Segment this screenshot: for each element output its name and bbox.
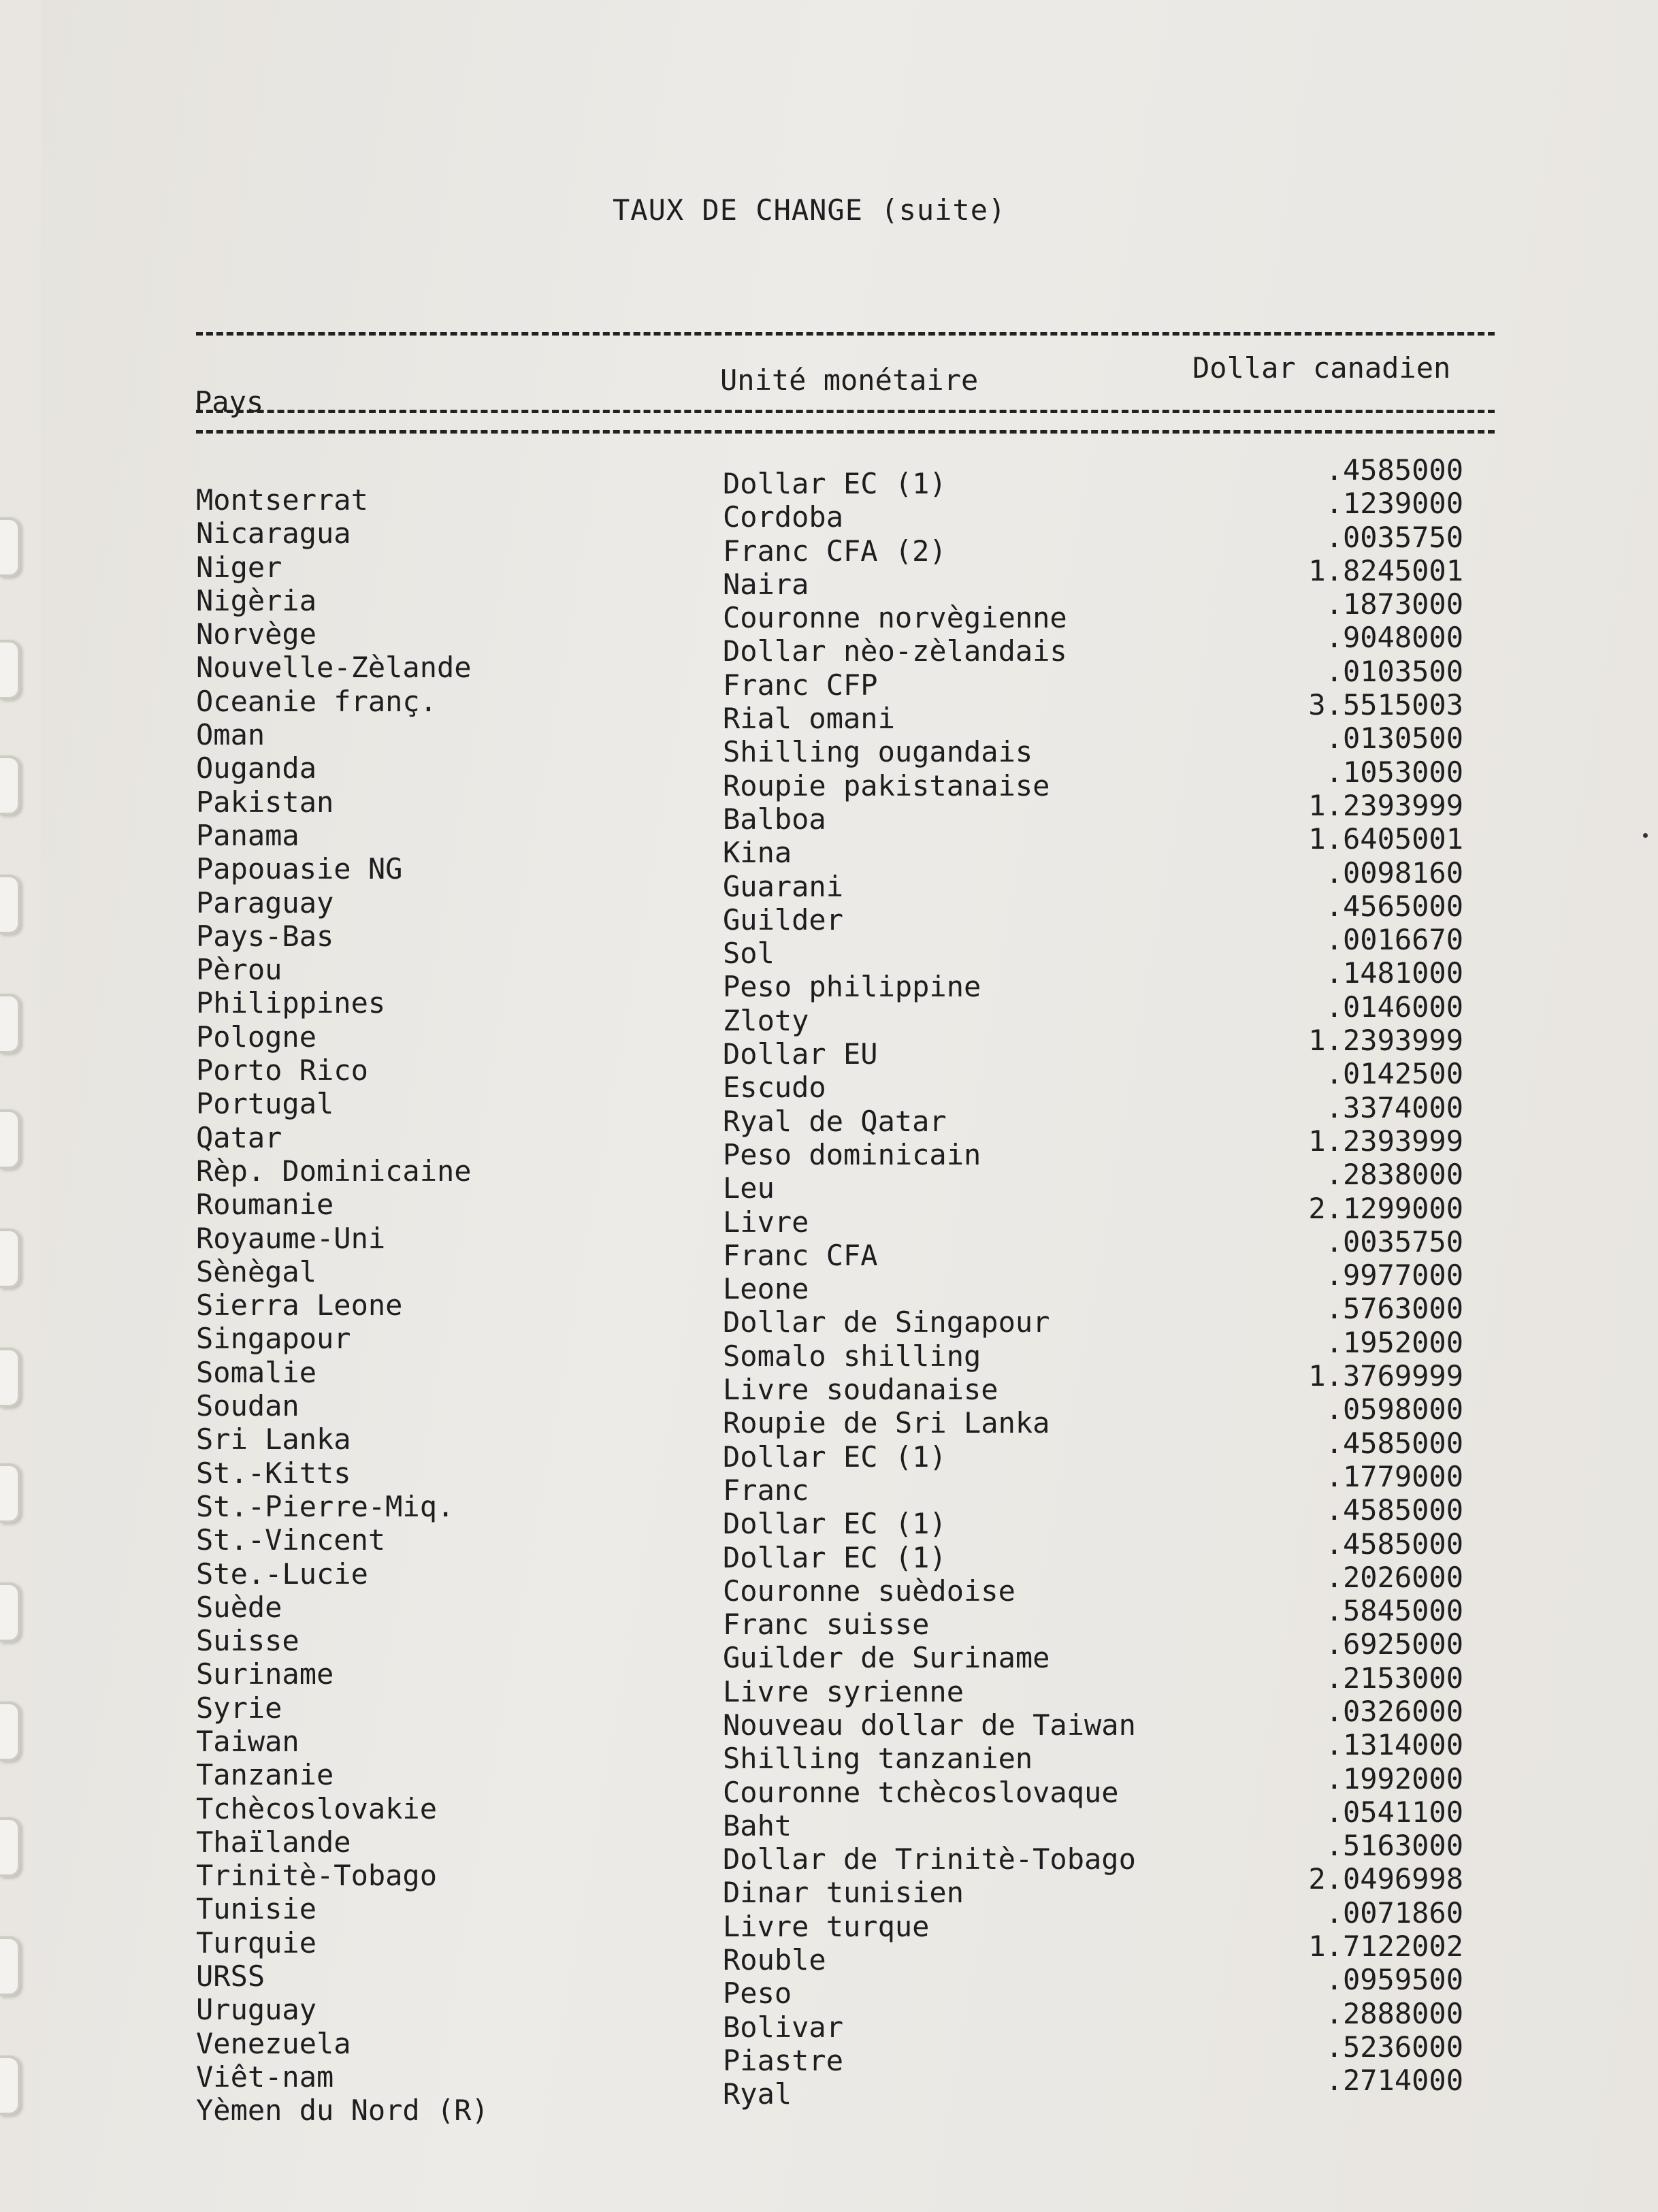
cad-rate: .1314000 [1325, 1728, 1463, 1762]
currency-unit: Guilder de Suriname [723, 1641, 1050, 1675]
cad-rate: .5845000 [1325, 1594, 1463, 1628]
currency-unit: Livre turque [723, 1909, 930, 1943]
country-name: Nicaragua [196, 517, 351, 551]
currency-unit: Leu [723, 1171, 775, 1205]
cad-rate: .1779000 [1325, 1459, 1463, 1493]
cad-rate: .1239000 [1325, 487, 1463, 521]
cad-rate: .0959500 [1325, 1963, 1463, 1997]
cad-rate: 2.0496998 [1308, 1862, 1463, 1896]
country-name: Thaïlande [196, 1825, 351, 1859]
cad-rate: 1.2393999 [1308, 1124, 1463, 1158]
currency-unit: Piastre [723, 2043, 844, 2077]
cad-rate: .5163000 [1325, 1829, 1463, 1863]
currency-unit: Dollar EC (1) [723, 1507, 947, 1541]
cad-rate: .0071860 [1325, 1896, 1463, 1930]
cad-rate: .0598000 [1325, 1393, 1463, 1427]
country-name: Soudan [196, 1389, 299, 1423]
country-name: Tanzanie [196, 1758, 334, 1792]
country-name: Ouganda [196, 751, 317, 785]
country-name: Paraguay [196, 885, 334, 920]
cad-rate: 1.3769999 [1308, 1359, 1463, 1393]
cad-rate: .0035750 [1325, 520, 1463, 554]
currency-unit: Shilling ougandais [723, 735, 1033, 769]
cad-rate: .4565000 [1325, 889, 1463, 923]
country-name: Viêt-nam [196, 2060, 334, 2094]
country-name: Panama [196, 818, 299, 852]
currency-unit: Rial omani [723, 702, 895, 736]
cad-rate: .1481000 [1325, 956, 1463, 990]
country-name: Ste.-Lucie [196, 1557, 368, 1591]
currency-unit: Dollar de Trinitè-Tobago [723, 1842, 1136, 1876]
cad-rate: .2838000 [1325, 1158, 1463, 1192]
country-name: Sri Lanka [196, 1422, 351, 1457]
country-name: Taiwan [196, 1724, 299, 1758]
cad-rate: .0098160 [1325, 856, 1463, 890]
currency-unit: Roupie pakistanaise [723, 768, 1050, 802]
currency-unit: Dollar nèo-zèlandais [723, 634, 1067, 668]
country-name: Syrie [196, 1691, 282, 1725]
currency-unit: Nouveau dollar de Taiwan [723, 1708, 1136, 1742]
country-name: Pèrou [196, 953, 282, 987]
country-name: Tunisie [196, 1892, 317, 1926]
cad-rate: .2026000 [1325, 1560, 1463, 1594]
country-name: Qatar [196, 1120, 282, 1154]
country-name: St.-Kitts [196, 1456, 351, 1490]
cad-rate: 1.2393999 [1308, 1024, 1463, 1058]
country-name: Rèp. Dominicaine [196, 1154, 472, 1188]
country-name: St.-Vincent [196, 1523, 386, 1557]
country-name: Portugal [196, 1087, 334, 1121]
cad-rate: .4585000 [1325, 1527, 1463, 1561]
country-name: Oman [196, 718, 265, 752]
currency-unit: Livre syrienne [723, 1674, 964, 1708]
currency-unit: Balboa [723, 802, 826, 836]
country-name: Uruguay [196, 1993, 317, 2027]
currency-unit: Zloty [723, 1003, 809, 1037]
header-bottom-rule-2 [196, 430, 1495, 434]
currency-unit: Guilder [723, 902, 844, 937]
country-name: Trinitè-Tobago [196, 1859, 438, 1893]
currency-unit: Franc [723, 1473, 809, 1507]
cad-rate: .3374000 [1325, 1090, 1463, 1124]
dollar-column [1212, 453, 1463, 2098]
country-name: Niger [196, 550, 282, 584]
header-unite-monetaire: Unité monétaire [720, 363, 979, 397]
cad-rate: .0142500 [1325, 1057, 1463, 1091]
cad-rate: 3.5515003 [1308, 688, 1463, 722]
country-name: Papouasie NG [196, 852, 403, 886]
cad-rate: .1952000 [1325, 1325, 1463, 1359]
cad-rate: .0035750 [1325, 1224, 1463, 1258]
currency-unit: Peso philippine [723, 970, 981, 1004]
currency-unit: Ryal [723, 2077, 792, 2111]
cad-rate: .2714000 [1325, 2064, 1463, 2098]
country-name: Somalie [196, 1355, 317, 1389]
cad-rate: .0326000 [1325, 1694, 1463, 1728]
country-name: URSS [196, 1959, 265, 1994]
currency-unit: Dollar EC (1) [723, 1540, 947, 1574]
country-name: Sierra Leone [196, 1288, 403, 1322]
cad-rate: 1.6405001 [1308, 822, 1463, 856]
unite-column [723, 467, 1136, 2111]
cad-rate: .4585000 [1325, 1426, 1463, 1460]
currency-unit: Baht [723, 1808, 792, 1842]
currency-unit: Cordoba [723, 500, 844, 534]
cad-rate: .1992000 [1325, 1761, 1463, 1795]
cad-rate: .1873000 [1325, 587, 1463, 621]
country-name: Nouvelle-Zèlande [196, 651, 472, 685]
currency-unit: Guarani [723, 869, 844, 903]
currency-unit: Leone [723, 1272, 809, 1306]
currency-unit: Franc CFA [723, 1238, 878, 1272]
currency-unit: Couronne tchècoslovaque [723, 1775, 1119, 1809]
country-name: Suriname [196, 1657, 334, 1691]
currency-unit: Dollar EU [723, 1037, 878, 1071]
currency-unit: Kina [723, 836, 792, 870]
currency-unit: Escudo [723, 1071, 826, 1105]
header-pays: Pays [195, 385, 264, 419]
pays-column [196, 483, 489, 2128]
country-name: St.-Pierre-Miq. [196, 1489, 455, 1523]
cad-rate: .4585000 [1325, 1493, 1463, 1527]
country-name: Roumanie [196, 1188, 334, 1222]
currency-unit: Couronne suèdoise [723, 1574, 1015, 1608]
country-name: Tchècoslovakie [196, 1791, 438, 1825]
currency-unit: Dollar EC (1) [723, 467, 947, 500]
country-name: Philippines [196, 986, 386, 1020]
currency-unit: Dollar de Singapour [723, 1305, 1050, 1339]
country-name: Pakistan [196, 785, 334, 819]
document-page [41, 0, 1658, 2212]
table-top-rule [196, 332, 1495, 336]
cad-rate: 2.1299000 [1308, 1191, 1463, 1225]
country-name: Suède [196, 1590, 282, 1624]
currency-unit: Dollar EC (1) [723, 1440, 947, 1474]
country-name: Singapour [196, 1322, 351, 1356]
currency-unit: Roupie de Sri Lanka [723, 1406, 1050, 1440]
country-name: Royaume-Uni [196, 1221, 386, 1255]
currency-unit: Somalo shilling [723, 1339, 981, 1373]
country-name: Nigèria [196, 583, 317, 617]
currency-unit: Dinar tunisien [723, 1876, 964, 1910]
currency-unit: Naira [723, 567, 809, 601]
cad-rate: .6925000 [1325, 1627, 1463, 1661]
currency-unit: Ryal de Qatar [723, 1104, 947, 1138]
currency-unit: Bolivar [723, 2010, 844, 2044]
cad-rate: 1.8245001 [1308, 553, 1463, 587]
cad-rate: .9048000 [1325, 621, 1463, 655]
cad-rate: .0130500 [1325, 721, 1463, 755]
cad-rate: .2153000 [1325, 1661, 1463, 1695]
currency-unit: Couronne norvègienne [723, 601, 1067, 635]
cad-rate: .5236000 [1325, 2030, 1463, 2064]
cad-rate: .0541100 [1325, 1795, 1463, 1829]
country-name: Norvège [196, 617, 317, 651]
country-name: Suisse [196, 1624, 299, 1658]
currency-unit: Rouble [723, 1943, 826, 1977]
currency-unit: Shilling tanzanien [723, 1742, 1033, 1776]
currency-unit: Peso dominicain [723, 1137, 981, 1171]
cad-rate: .2888000 [1325, 1996, 1463, 2030]
cad-rate: .0103500 [1325, 654, 1463, 688]
country-name: Pays-Bas [196, 919, 334, 953]
country-name: Montserrat [196, 483, 368, 517]
currency-unit: Franc suisse [723, 1608, 930, 1642]
cad-rate: .5763000 [1325, 1292, 1463, 1326]
currency-unit: Livre [723, 1205, 809, 1239]
currency-unit: Peso [723, 1977, 792, 2011]
page-title: TAUX DE CHANGE (suite) [613, 193, 1007, 227]
paper-speck [1643, 833, 1648, 838]
cad-rate: 1.7122002 [1308, 1930, 1463, 1964]
cad-rate: .0146000 [1325, 990, 1463, 1024]
currency-unit: Sol [723, 937, 775, 971]
cad-rate: .1053000 [1325, 755, 1463, 789]
country-name: Turquie [196, 1925, 317, 1959]
currency-unit: Franc CFA (2) [723, 534, 947, 568]
country-name: Pologne [196, 1020, 317, 1054]
country-name: Yèmen du Nord (R) [196, 2094, 489, 2128]
country-name: Porto Rico [196, 1054, 368, 1088]
country-name: Venezuela [196, 2026, 351, 2060]
currency-unit: Franc CFP [723, 668, 878, 702]
header-bottom-rule [196, 410, 1495, 413]
cad-rate: 1.2393999 [1308, 788, 1463, 822]
cad-rate: .0016670 [1325, 923, 1463, 957]
cad-rate: .9977000 [1325, 1258, 1463, 1292]
country-name: Sènègal [196, 1254, 317, 1288]
country-name: Oceanie franç. [196, 684, 438, 718]
cad-rate: .4585000 [1325, 453, 1463, 487]
currency-unit: Livre soudanaise [723, 1373, 998, 1407]
header-dollar-canadien: Dollar canadien [1192, 351, 1451, 385]
